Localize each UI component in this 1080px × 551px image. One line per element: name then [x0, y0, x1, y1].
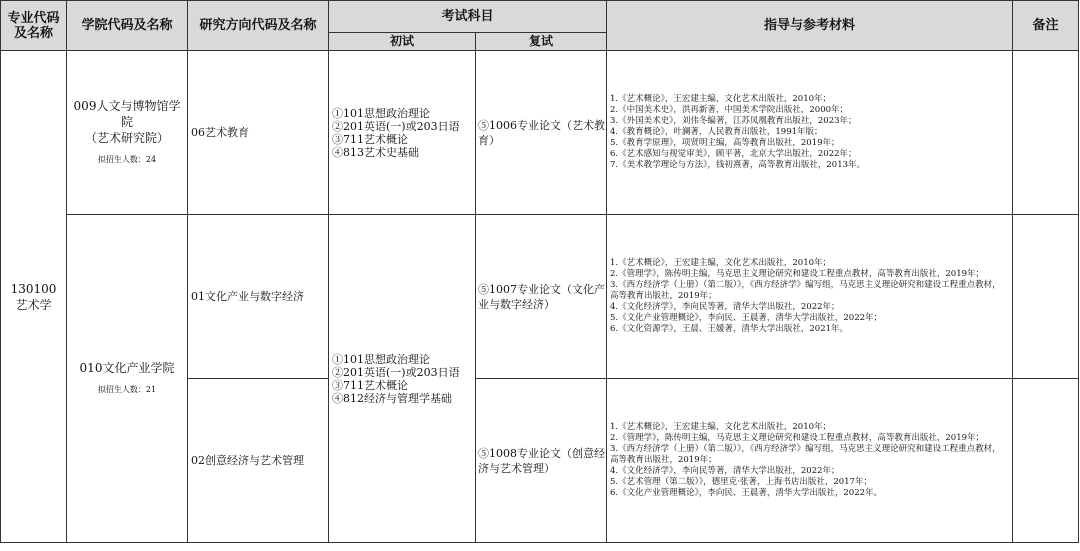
ref-item: 1.《艺术概论》，王宏建主编，文化艺术出版社，2010年；: [610, 258, 832, 268]
exam-subject: ①101思想政治理论: [332, 106, 430, 120]
ref-item: 3.《外国美术史》，刘伟冬编著，江苏凤凰教育出版社，2023年；: [610, 116, 857, 126]
ref-item: 2.《管理学》，陈传明主编，马克思主义理论研究和建设工程重点教材，高等教育出版社，2019年；: [610, 433, 985, 443]
major-cell: [1, 51, 67, 543]
ref-item: 3.《西方经济学（上册）（第二版）》，《西方经济学》编写组，马克思主义理论研究和建设工程重点教材，高等教育出版社，2019年；: [610, 280, 1001, 301]
header-exam-subjects: 考试科目: [329, 1, 607, 33]
header-major-line1: 专业代码: [7, 10, 60, 26]
direction-cell: 01文化产业与数字经济: [188, 215, 329, 379]
college-name-sub: （艺术研究院）: [84, 130, 169, 145]
initial-exam-cell: [329, 51, 476, 215]
exam-subject: ③711艺术概论: [332, 132, 408, 146]
college-quota: 拟招生人数：24: [97, 154, 157, 164]
exam-subject: ①101思想政治理论: [332, 352, 430, 366]
header-college: 学院代码及名称: [67, 1, 188, 51]
table-row: [1, 215, 1079, 379]
header-initial-exam: 初试: [329, 33, 476, 51]
college-cell-010: [67, 215, 188, 543]
refs-cell: [607, 215, 1013, 379]
direction-cell: 02创意经济与艺术管理: [188, 379, 329, 543]
major-code: 130100: [10, 281, 57, 296]
exam-subject: ④813艺术史基础: [332, 145, 419, 159]
re-exam-cell: ⑤1007专业论文（文化产业与数字经济）: [476, 215, 607, 379]
header-direction: 研究方向代码及名称: [188, 1, 329, 51]
header-re-exam: 复试: [476, 33, 607, 51]
college-cell-009: [67, 51, 188, 215]
ref-item: 5.《教育学原理》，项贤明主编，高等教育出版社，2019年；: [610, 138, 840, 148]
ref-item: 4.《教育概论》，叶澜著，人民教育出版社，1991年版；: [610, 127, 823, 137]
ref-item: 1.《艺术概论》，王宏建主编，文化艺术出版社，2010年；: [610, 422, 832, 432]
ref-item: 5.《艺术管理（第二版）》，德里克·张著，上海书店出版社，2017年；: [610, 477, 872, 487]
remarks-cell: [1013, 215, 1079, 379]
ref-item: 7.《美术教学理论与方法》，钱初熹著，高等教育出版社，2013年。: [610, 160, 866, 170]
refs-cell: [607, 51, 1013, 215]
exam-subject: ②201英语(一)或203日语: [332, 119, 460, 133]
re-exam-cell: ⑤1008专业论文（创意经济与艺术管理）: [476, 379, 607, 543]
header-major-line2: 及名称: [13, 25, 53, 41]
ref-item: 6.《文化资源学》，王晨、王媛著，清华大学出版社，2021年。: [610, 324, 849, 334]
college-quota: 拟招生人数：21: [97, 384, 157, 394]
exam-subject: ②201英语(一)或203日语: [332, 365, 460, 379]
ref-item: 6.《艺术感知与视觉审美》，顾平著，北京大学出版社，2022年；: [610, 149, 857, 159]
exam-subject: ③711艺术概论: [332, 378, 408, 392]
remarks-cell: [1013, 51, 1079, 215]
remarks-cell: [1013, 379, 1079, 543]
header-remarks: 备注: [1013, 1, 1079, 51]
re-exam-cell: ⑤1006专业论文（艺术教育）: [476, 51, 607, 215]
ref-item: 1.《艺术概论》，王宏建主编，文化艺术出版社，2010年；: [610, 94, 832, 104]
initial-exam-cell: [329, 215, 476, 543]
direction-cell: 06艺术教育: [188, 51, 329, 215]
ref-item: 6.《文化产业管理概论》，李向民、王晨著，清华大学出版社，2022年。: [610, 488, 883, 498]
ref-item: 5.《文化产业管理概论》，李向民、王晨著，清华大学出版社，2022年；: [610, 313, 883, 323]
exam-subject: ④812经济与管理学基础: [332, 391, 452, 405]
ref-item: 2.《管理学》，陈传明主编，马克思主义理论研究和建设工程重点教材，高等教育出版社，2019年；: [610, 269, 985, 279]
header-guidance: 指导与参考材料: [607, 1, 1013, 51]
table-row: [1, 51, 1079, 215]
ref-item: 4.《文化经济学》，李向民等著，清华大学出版社，2022年；: [610, 302, 840, 312]
refs-cell: [607, 379, 1013, 543]
college-name: 010文化产业学院: [79, 360, 175, 375]
major-name: 艺术学: [15, 297, 52, 312]
ref-item: 4.《文化经济学》，李向民等著，清华大学出版社，2022年；: [610, 466, 840, 476]
college-name: 009人文与博物馆学院: [73, 98, 181, 129]
header-major: [1, 1, 67, 51]
ref-item: 3.《西方经济学（上册）（第二版）》，《西方经济学》编写组，马克思主义理论研究和建设工程重点教材，高等教育出版社，2019年；: [610, 444, 1001, 465]
ref-item: 2.《中国美术史》，洪再新著，中国美术学院出版社，2000年；: [610, 105, 849, 115]
